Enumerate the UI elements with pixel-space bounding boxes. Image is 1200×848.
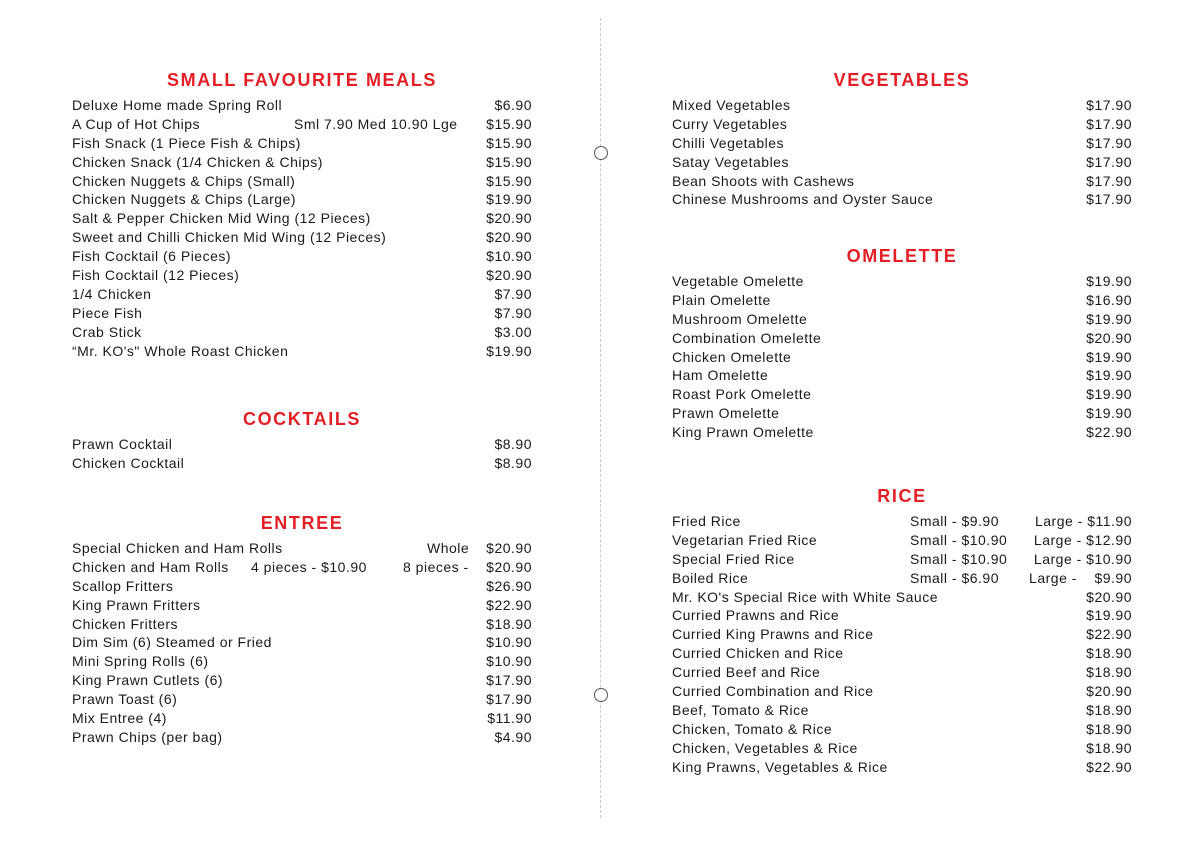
item-name: Curried Beef and Rice — [672, 664, 821, 681]
item-price: $19.90 — [1086, 405, 1132, 422]
menu-item — [672, 588, 1132, 607]
item-name: Special Fried Rice — [672, 550, 795, 567]
item-name: Mixed Vegetables — [672, 97, 791, 113]
item-name: Mr. KO's Special Rice with White Sauce — [672, 588, 938, 605]
item-name: A Cup of Hot Chips — [72, 115, 201, 132]
item-price: $11.90 — [487, 710, 532, 727]
menu-item — [672, 385, 1132, 404]
item-name: Chilli Vegetables — [672, 134, 785, 151]
item-price: $20.90 — [486, 558, 532, 575]
menu-item — [72, 342, 532, 361]
menu-item — [672, 272, 1132, 291]
item-option: 8 pieces - — [403, 558, 469, 575]
item-name: 1/4 Chicken — [72, 285, 152, 302]
menu-item — [672, 190, 1132, 209]
item-name: Scallop Fritters — [72, 577, 174, 594]
item-name: Curried King Prawns and Rice — [672, 626, 874, 643]
item-name: Chicken, Vegetables & Rice — [672, 739, 858, 756]
item-price: $17.90 — [1086, 153, 1132, 170]
item-name: Prawn Cocktail — [72, 436, 173, 452]
menu-item — [672, 423, 1132, 442]
menu-item — [72, 633, 532, 652]
menu-item — [672, 625, 1132, 644]
item-price: $20.90 — [1086, 683, 1132, 700]
menu-item — [672, 720, 1132, 739]
item-option: Small - $9.90 — [910, 513, 999, 529]
menu-item — [72, 190, 532, 209]
item-name: Curried Combination and Rice — [672, 683, 874, 700]
item-name: Sweet and Chilli Chicken Mid Wing (12 Pieces) — [72, 229, 387, 246]
menu-item — [672, 115, 1132, 134]
item-price: Large - $11.90 — [1034, 513, 1132, 529]
item-name: Combination Omelette — [672, 329, 822, 346]
item-name: Crab Stick — [72, 323, 142, 340]
menu-item — [72, 266, 532, 285]
item-name: Satay Vegetables — [672, 153, 789, 170]
item-price: $17.90 — [486, 672, 532, 689]
item-name: “Mr. KO's" Whole Roast Chicken — [72, 342, 289, 359]
item-name: Prawn Toast (6) — [72, 691, 178, 708]
item-name: Vegetable Omelette — [672, 273, 804, 289]
menu-item — [672, 172, 1132, 191]
item-option: Small - $6.90 — [910, 569, 999, 586]
item-name: Mushroom Omelette — [672, 310, 808, 327]
item-price: $19.90 — [1086, 310, 1132, 327]
item-price: $20.90 — [486, 540, 532, 556]
menu-item — [672, 663, 1132, 682]
menu-item — [72, 577, 532, 596]
item-price: $19.90 — [1086, 348, 1132, 365]
item-price: $4.90 — [494, 728, 532, 745]
item-name: King Prawn Cutlets (6) — [72, 672, 224, 689]
menu-item — [72, 596, 532, 615]
item-name: Ham Omelette — [672, 367, 769, 384]
item-price: $16.90 — [1086, 291, 1132, 308]
item-name: Mix Entree (4) — [72, 710, 167, 727]
menu-item — [72, 115, 532, 134]
item-name: Curried Prawns and Rice — [672, 607, 840, 624]
item-name: Fish Snack (1 Piece Fish & Chips) — [72, 134, 301, 151]
item-price: $17.90 — [1086, 191, 1132, 208]
item-name: Roast Pork Omelette — [672, 386, 812, 403]
menu-item — [72, 153, 532, 172]
section-heading-entree: ENTREE — [260, 513, 344, 533]
item-name: Vegetarian Fried Rice — [672, 531, 818, 548]
item-price: $15.90 — [486, 153, 532, 170]
item-price: $7.90 — [494, 285, 532, 302]
menu-item — [72, 228, 532, 247]
small-meals-section — [72, 70, 532, 360]
menu-item — [72, 304, 532, 323]
menu-item — [72, 558, 532, 577]
item-price: $20.90 — [486, 229, 532, 246]
item-price: $20.90 — [1086, 588, 1132, 605]
item-name: Bean Shoots with Cashews — [672, 172, 855, 189]
section-heading-small-meals: SMALL FAVOURITE MEALS — [167, 70, 437, 90]
item-name: Chicken Nuggets & Chips (Small) — [72, 172, 296, 189]
item-price: Large - $12.90 — [1033, 531, 1132, 548]
menu-item — [672, 348, 1132, 367]
item-name: King Prawn Fritters — [72, 596, 201, 613]
menu-item-sized — [672, 550, 1132, 569]
binding-hole-top — [594, 146, 608, 160]
item-price: $10.90 — [486, 634, 532, 651]
menu-item — [72, 652, 532, 671]
menu-item — [672, 153, 1132, 172]
item-name: Chicken Cocktail — [72, 454, 185, 471]
item-name: Chicken and Ham Rolls — [72, 558, 229, 575]
menu-item — [72, 323, 532, 342]
item-name: Beef, Tomato & Rice — [672, 701, 809, 718]
item-price: $17.90 — [486, 691, 532, 708]
item-name: Deluxe Home made Spring Roll — [72, 97, 283, 113]
rice-section — [672, 486, 1132, 776]
menu-item — [672, 739, 1132, 758]
section-heading-omelette: OMELETTE — [846, 246, 958, 266]
menu-item-sized — [672, 512, 1132, 531]
menu-item — [72, 539, 532, 558]
item-name: King Prawns, Vegetables & Rice — [672, 758, 888, 775]
item-price: $19.90 — [1086, 607, 1132, 624]
menu-item — [672, 701, 1132, 720]
menu-item — [72, 285, 532, 304]
item-price: $17.90 — [1086, 97, 1132, 113]
item-option: 4 pieces - $10.90 — [251, 558, 367, 575]
item-price: $10.90 — [486, 653, 532, 670]
item-name: Chicken Nuggets & Chips (Large) — [72, 191, 297, 208]
item-price: $3.00 — [494, 323, 532, 340]
item-name: Chinese Mushrooms and Oyster Sauce — [672, 191, 934, 208]
menu-item — [672, 134, 1132, 153]
item-price: $17.90 — [1086, 172, 1132, 189]
item-price: $8.90 — [494, 454, 532, 471]
item-price: $18.90 — [1086, 739, 1132, 756]
item-name: Chicken Omelette — [672, 348, 792, 365]
item-price: $17.90 — [1086, 115, 1132, 132]
item-name: Curried Chicken and Rice — [672, 645, 844, 662]
item-price: $19.90 — [1086, 273, 1132, 289]
item-price: $19.90 — [1086, 386, 1132, 403]
item-price: $6.90 — [494, 97, 532, 113]
item-price: $7.90 — [494, 304, 532, 321]
item-price: $8.90 — [494, 436, 532, 452]
menu-item — [672, 96, 1132, 115]
item-price: $19.90 — [486, 191, 532, 208]
binding-hole-bottom — [594, 688, 608, 702]
section-heading-cocktails: COCKTAILS — [242, 409, 362, 429]
chips-sizes: Sml 7.90 Med 10.90 Lge — [294, 115, 458, 132]
item-name: Boiled Rice — [672, 569, 749, 586]
item-price: $22.90 — [1086, 758, 1132, 775]
item-price: $22.90 — [1086, 626, 1132, 643]
item-name: King Prawn Omelette — [672, 424, 814, 441]
item-name: Mini Spring Rolls (6) — [72, 653, 209, 670]
item-option: Small - $10.90 — [910, 531, 1008, 548]
item-price: $10.90 — [486, 248, 532, 265]
item-price: $15.90 — [486, 172, 532, 189]
item-price: $18.90 — [486, 615, 532, 632]
item-name: Curry Vegetables — [672, 115, 788, 132]
item-price: $18.90 — [1086, 664, 1132, 681]
item-price: $20.90 — [486, 267, 532, 284]
menu-item — [72, 709, 532, 728]
menu-item — [672, 644, 1132, 663]
item-name: Chicken Fritters — [72, 615, 179, 632]
item-price: Large - $10.90 — [1033, 550, 1132, 567]
item-name: Plain Omelette — [672, 291, 771, 308]
item-option: Small - $10.90 — [910, 550, 1008, 567]
item-price: $26.90 — [486, 577, 532, 594]
item-price: $15.90 — [486, 134, 532, 151]
menu-item — [72, 690, 532, 709]
item-name: Fish Cocktail (6 Pieces) — [72, 248, 232, 265]
item-price: $19.90 — [1086, 367, 1132, 384]
menu-item-sized — [672, 569, 1132, 588]
menu-item — [672, 606, 1132, 625]
section-heading-vegetables: VEGETABLES — [833, 70, 971, 90]
item-price: $17.90 — [1086, 134, 1132, 151]
menu-item — [72, 454, 532, 473]
item-price: $18.90 — [1086, 645, 1132, 662]
item-price: Large - $9.90 — [1029, 569, 1132, 586]
item-price: $15.90 — [486, 115, 532, 132]
menu-item — [672, 329, 1132, 348]
menu-item-sized — [672, 531, 1132, 550]
menu-item — [672, 404, 1132, 423]
section-heading-rice: RICE — [877, 486, 927, 506]
item-name: Fish Cocktail (12 Pieces) — [72, 267, 240, 284]
cocktails-section — [72, 409, 532, 473]
menu-item — [672, 758, 1132, 777]
menu-item — [672, 366, 1132, 385]
menu-item — [72, 209, 532, 228]
item-price: $19.90 — [486, 342, 532, 359]
item-name: Dim Sim (6) Steamed or Fried — [72, 634, 272, 651]
item-name: Special Chicken and Ham Rolls — [72, 540, 283, 556]
menu-item — [72, 728, 532, 747]
item-name: Prawn Omelette — [672, 405, 780, 422]
item-name: Fried Rice — [672, 513, 741, 529]
item-option: Whole — [427, 540, 470, 556]
item-price: $20.90 — [1086, 329, 1132, 346]
menu-item — [72, 671, 532, 690]
menu-item — [72, 615, 532, 634]
item-price: $20.90 — [486, 210, 532, 227]
menu-item — [672, 682, 1132, 701]
vegetables-section — [672, 70, 1132, 209]
item-price: $22.90 — [486, 596, 532, 613]
menu-item — [72, 172, 532, 191]
menu-item — [72, 435, 532, 454]
omelette-section — [672, 246, 1132, 442]
menu-item — [72, 247, 532, 266]
item-price: $18.90 — [1086, 720, 1132, 737]
item-name: Salt & Pepper Chicken Mid Wing (12 Pieces) — [72, 210, 371, 227]
item-name: Chicken, Tomato & Rice — [672, 720, 833, 737]
menu-item — [72, 96, 532, 115]
entree-section — [72, 513, 532, 747]
menu-item — [672, 291, 1132, 310]
item-name: Chicken Snack (1/4 Chicken & Chips) — [72, 153, 323, 170]
item-name: Piece Fish — [72, 304, 143, 321]
menu-item — [72, 134, 532, 153]
item-price: $22.90 — [1086, 424, 1132, 441]
menu-item — [672, 310, 1132, 329]
item-name: Prawn Chips (per bag) — [72, 728, 223, 745]
item-price: $18.90 — [1086, 701, 1132, 718]
